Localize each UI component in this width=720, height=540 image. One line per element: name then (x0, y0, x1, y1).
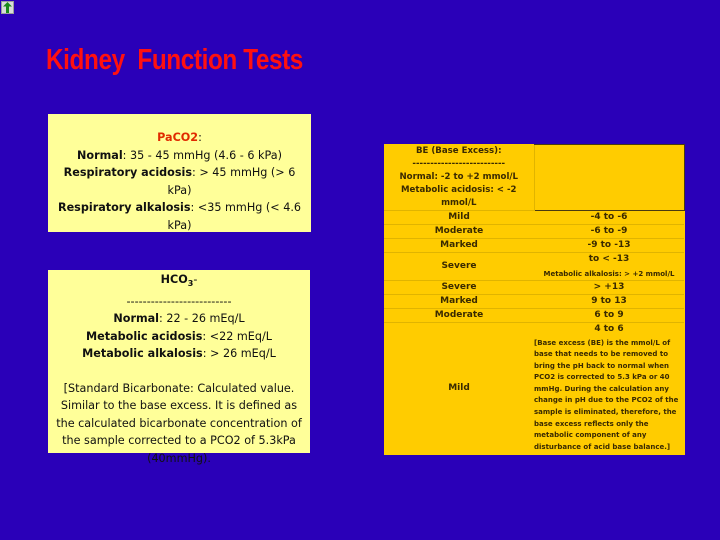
paco2-box (48, 114, 311, 232)
hco3-met-acidosis: Metabolic acidosis: <22 mEq/L (86, 329, 272, 343)
table-row: Marked -9 to -13 (384, 238, 684, 252)
hco3-box (48, 270, 310, 465)
hco3-met-alkalosis: Metabolic alkalosis: > 26 mEq/L (82, 347, 276, 361)
metabolic-alkalosis-note: Metabolic alkalosis: > +2 mmol/L (543, 269, 675, 278)
home-button[interactable] (1, 1, 14, 14)
be-header-empty-cell (534, 145, 684, 211)
standard-bicarbonate-note: [Standard Bicarbonate: Calculated value. Similar to the base excess. It is defined as the calculated bicarbonate concentration of the sample corrected to a PCO2 of 5.3kPa (40mmHg). (56, 381, 302, 465)
table-row: Moderate 6 to 9 (384, 308, 684, 322)
table-header-row (384, 145, 684, 211)
paco2-resp-alkalosis: Respiratory alkalosis: <35 mmHg (< 4.6 kPa) (57, 201, 301, 232)
hco3-divider: -------------------------- (126, 294, 232, 308)
be-header-cell: BE (Base Excess): -------------------------- Normal: -2 to +2 mmol/L Metabolic acidosis: < -2 mmol/L (384, 145, 534, 211)
home-up-arrow-icon (3, 2, 12, 13)
hco3-normal: Normal: 22 - 26 mEq/L (113, 312, 245, 326)
hco3-heading: $HCO_3-$ (160, 273, 198, 289)
table-row: Mild 4 to 6 [Base excess (BE) is the mmol/L of base that needs to be removed to bring the pH back to normal when PCO2 is corrected to 5.3 kPa or 40 mmHg. During the calculation any change in pH due to the PCO2 of the sample is eliminated, therefore, the base excess reflects only the metabolic component of any disturbance of acid base balance.] (384, 322, 684, 455)
paco2-heading: PaCO2: (157, 131, 202, 144)
slide-title: Kidney Function Tests (46, 44, 303, 76)
paco2-resp-acidosis: Respiratory acidosis: > 45 mmHg (> 6 kPa) (63, 166, 296, 197)
base-excess-definition-note: [Base excess (BE) is the mmol/L of base that needs to be removed to bring the pH back to normal when PCO2 is corrected to 5.3 kPa or 40 mmHg. During the calculation any change in pH due to the PCO2 of the sample is eliminated, therefore, the base excess reflects only the metabolic component of any disturbance of acid base balance.] (534, 338, 679, 451)
table-row: Mild -4 to -6 (384, 210, 684, 224)
table-row: Severe > +13 (384, 280, 684, 294)
table-row: Moderate -6 to -9 (384, 224, 684, 238)
base-excess-table (384, 144, 685, 455)
table-row: Severe to < -13 Metabolic alkalosis: > +2 mmol/L (384, 252, 684, 280)
table-row: Marked 9 to 13 (384, 294, 684, 308)
paco2-normal: Normal: 35 - 45 mmHg (4.6 - 6 kPa) (77, 148, 282, 162)
paco2-label: PaCO2 (157, 131, 199, 144)
